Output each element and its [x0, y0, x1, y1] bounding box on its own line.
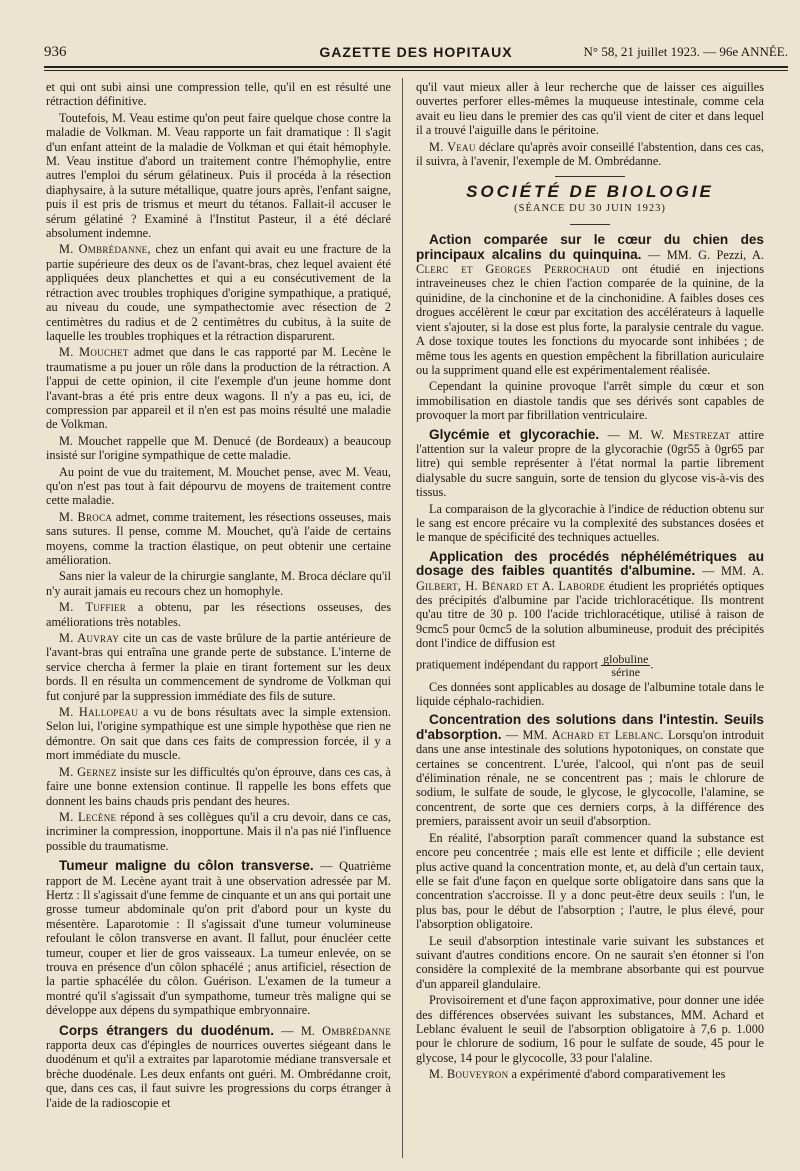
paragraph: [46, 631, 391, 703]
speaker-name: Achard et Leblanc.: [551, 727, 664, 742]
paragraph: La comparaison de la glycorachie à l'indice de réduction obtenu sur le sang est encore précaire vu la complexité des substances dosées et le manque de spécificité des techniques actuelles.: [416, 501, 764, 545]
speaker-name: M. Tuffier: [59, 600, 127, 615]
fraction-denominator: sérine: [611, 664, 641, 679]
section-title: SOCIÉTÉ DE BIOLOGIE: [466, 182, 714, 202]
article-heading: Tumeur maligne du côlon transverse.: [59, 858, 314, 874]
paragraph: [46, 705, 391, 763]
speaker-name: Ombrédanne: [322, 1023, 391, 1038]
paragraph-text: pratiquement indépendant du rapport: [416, 656, 599, 671]
paragraph-text: chez un enfant qui avait eu une fracture de la partie supérieure des deux os de l'avant-bras, chez lequel avaient été appliquées deux planchettes et qui a eu consécutivement de la rétraction avec troubles trophiques d'origine sympathique, a pratiqué, au niveau du coude, une sympathectomie avec résection de 2 centimètres du radius et de 2 centimètres du cubitus, à la suite de laquelle les troubles trophiques et la rétraction disparurent.: [46, 242, 391, 343]
speaker-name: M. Veau: [429, 139, 476, 154]
paragraph-text: — MM. A.: [695, 564, 764, 579]
paragraph-text: — MM.: [501, 727, 552, 742]
article-heading: Corps étrangers du duodénum.: [59, 1022, 274, 1038]
speaker-name: M. Mouchet: [59, 345, 129, 360]
paragraph-text: — M. W.: [599, 427, 673, 442]
paragraph-text: ont étudié en injections intraveineuses chez le chien l'action comparée de la quinine, de la quinidine, de la cinchonine et de la cinchonidine. A faibles doses ces drogues accélèrent le cœur par excitation des accélérateurs à laquelle vient s'ajouter, si la dose est plus forte, la paralysie centrale du vague. A dose toxique toutes les fonctions du myocarde sont inhibées ; de même tous les agents en question empêchent la fibrillation auriculaire ou la suppriment quand elle est expérimentalement réalisée.: [416, 262, 764, 377]
paragraph: [416, 1067, 764, 1081]
paragraph: Cependant la quinine provoque l'arrêt simple du cœur et son immobilisation en diastole tandis que ses dérivés sont capables de provoquer la mort par fibrillation ventriculaire.: [416, 379, 764, 423]
page-number: 936: [44, 44, 67, 60]
speaker-name: M. Ombrédanne,: [59, 242, 151, 257]
paragraph: [46, 765, 391, 808]
paragraph: M. Mouchet rappelle que M. Denucé (de Bordeaux) a beaucoup insisté sur l'origine sympathique de cette maladie.: [46, 433, 391, 463]
paragraph-text: a vu de bons résultats avec la simple extension. Selon lui, l'origine sympathique est une simple hypothèse que rien ne démontre. On sait que dans ces faits de compression forcée, il y a mort immédiate du muscle.: [46, 705, 391, 763]
speaker-name: Gilbert, H. Bénard et A. Laborde: [416, 578, 606, 593]
fraction: [601, 653, 650, 678]
paragraph-text: a obtenu, par les résections osseuses, des améliorations très notables.: [46, 600, 391, 629]
paragraph: [46, 600, 391, 629]
paragraph: En réalité, l'absorption paraît commencer quand la substance est encore peu concentrée ; mais elle est lente et difficile ; elle devient plus active quand la concentration monte, et, au delà d'un certain taux, elle se fait d'une façon en quelque sorte obligatoire dans sans que la concentration s'accroisse. Il y a donc peut-être deux seuils : l'un, le plus bas, pour le début de l'absorption ; l'autre, le plus élevé, pour l'absorption obligatoire.: [416, 830, 764, 932]
paragraph: Ces données sont applicables au dosage de l'albumine totale dans le liquide céphalo-rachidien.: [416, 679, 764, 709]
speaker-name: M. Lecène: [59, 809, 117, 824]
fraction-numerator: globuline: [603, 651, 649, 666]
paragraph-text: étudient les propriétés optiques des précipités d'albumine par l'acide trichloracétique. Ils montrent qu'au titre de 30 p. 100 l'acide trichloracétique, utilisé à raison de 9cmc5 pour 0cmc5 de la solution albumineuse, produit des précipités dont l'indice de diffusion est: [416, 578, 764, 651]
right-column: [416, 80, 764, 1084]
article-heading: Action comparée sur le cœur du chien des principaux alcalins du quinquina.: [416, 232, 764, 262]
paragraph: et qui ont subi ainsi une compression telle, qu'il en est résulté une rétraction définitive.: [46, 80, 391, 109]
paragraph: [46, 345, 391, 431]
paragraph-text: cite un cas de vaste brûlure de la partie antérieure de l'avant-bras qui entraîna une grande perte de substance. L'interne de service chercha à fermer la plaie en tirant fortement sur les deux bords. Il en résulta un commencement de syndrome de Volkman qui fut conjuré par la suppression immédiate des fils de suture.: [46, 631, 391, 703]
paragraph-text: admet, comme traitement, les résections osseuses, mais sans sutures. Il pense, comme M. Mouchet, qu'à l'aide de certains moyens, comme la traction élastique, on peut obtenir une certaine amélioration.: [46, 509, 391, 567]
header-rule-thin: [44, 70, 788, 71]
speaker-name: M. Hallopeau: [59, 705, 138, 720]
paragraph: [416, 550, 764, 651]
paragraph-text: répond à ses collègues qu'il a cru devoir, dans ce cas, incriminer la compression, inopportune. Mais il n'a pas nié l'influence possible du traumatisme.: [46, 809, 391, 853]
paragraph: qu'il vaut mieux aller à leur recherche que de laisser ces aiguilles ouvertes perforer elles-mêmes la muqueuse intestinale, comme cela avait eu lieu dans le premier des cas qu'il vient de citer et dans lequel il a trouvé l'aiguille dans le péritoine.: [416, 80, 764, 138]
section-divider: [555, 176, 625, 177]
speaker-name: M. Bouveyron: [429, 1067, 509, 1082]
column-separator: [402, 78, 403, 1158]
paragraph: [416, 428, 764, 500]
paragraph-text: a expérimenté d'abord comparativement les: [508, 1067, 726, 1082]
speaker-name: M. Broca: [59, 509, 113, 524]
paragraph: [46, 1024, 391, 1110]
paragraph-text: attire l'attention sur la valeur propre de la glycorachie (0gr55 à 0gr65 par litre) qui semble représenter à l'état normal la partie librement dialysable du sucre sanguin, sorte de tension du glycose vis-à-vis des tissus.: [416, 427, 764, 500]
left-column: [46, 80, 391, 1112]
speaker-name: M. Gernez: [59, 764, 117, 779]
paragraph: Provisoirement et d'une façon approximative, pour donner une idée des différences observées suivant les substances, MM. Achard et Leblanc évaluent le seuil de l'absorption obligatoire à 7,6 p. 1.000 pour le chlorure de sodium, 16 pour le sulfate de soude, 45 pour le glycose, 14 pour le glycocolle, 33 pour l'alaline.: [416, 993, 764, 1065]
paragraph-text: Lorsqu'on introduit dans une anse intestinale des solutions hypotoniques, on constate que certaines se concentrent. L'urée, l'alcool, qui n'ont pas de seuil d'élimination rénale, ne se concentrent pas ; mais le chlorure de sodium, le sulfate de soude, le glycose, le glycocolle, l'alamine, se concentrent, de sorte que ces derniers corps, à la différence des premiers, paraissent avoir un seuil d'absorption.: [416, 727, 765, 829]
paragraph: Au point de vue du traitement, M. Mouchet pense, avec M. Veau, qu'on n'est pas tout à fait dépourvu de moyens de traitement contre cette maladie.: [46, 464, 391, 508]
paragraph: [46, 810, 391, 853]
paragraph-text: — MM. G. Pezzi, A.: [641, 247, 765, 262]
journal-title: GAZETTE DES HOPITAUX: [319, 44, 513, 60]
paragraph-text: déclare qu'après avoir conseillé l'abstention, dans ces cas, il suivra, à l'avenir, l'exemple de M. Ombrédanne.: [416, 139, 764, 169]
issue-info: N° 58, 21 juillet 1923. — 96e ANNÉE.: [583, 44, 788, 59]
paragraph: [46, 510, 391, 568]
paragraph: [46, 242, 391, 343]
paragraph: Toutefois, M. Veau estime qu'on peut faire quelque chose contre la maladie de Volkman. M. Veau rapporte un fait dramatique : Il s'agit d'un enfant atteint de la maladie de Volkman et qui était hémophyle. M. Veau institue d'abord un traitement contre l'hémophylie, entre autres l'emploi du sérum gélatineux. Puis il procéda à la résection diaphysaire, à la suture métallique, quatre jours après, l'enfant saigne, puis il est pris de trismus et meurt du tétanos. Fallait-il accuser le sérum gélatiné ? Examiné à l'Institut Pasteur, il a été déclaré absolument indemne.: [46, 110, 391, 241]
paragraph-text: insiste sur les difficultés qu'on éprouve, dans ces cas, à faire une bonne extension continue. Il rappelle les bons effets que donnent les bains chauds pris pendant des heures.: [46, 764, 392, 808]
paragraph-text: — Quatrième rapport de M. Lecène ayant trait à une observation adressée par M. Hertz : Il s'agissait d'une femme de cinquante et un ans qui portait une grosse tumeur abdominale qu'on prit d'abord pour un kyste du mésentère. Laparotomie : Il s'agissait d'une tumeur volumineuse refoulant le côlon transverse en avant. Il fallut, pour énucléer cette tumeur, couper et lier de gros vaisseaux. La tumeur enlevée, on se trouva en présence d'un côlon sphacélé ; anus artificiel, résection de la partie sphacélée du côlon. Guérison. L'examen de la tumeur a montré qu'il s'agissait d'un sympathome, tumeur très maligne qui se développe aux dépens du sympathique embryonnaire.: [46, 859, 392, 1018]
paragraph: [416, 140, 764, 169]
paragraph: [46, 859, 391, 1017]
article-heading: Glycémie et glycorachie.: [429, 426, 600, 442]
paragraph: Sans nier la valeur de la chirurgie sanglante, M. Broca déclare qu'il n'y aurait jamais eu recours chez un homophyle.: [46, 569, 391, 598]
speaker-name: Mestrezat: [672, 427, 731, 442]
speaker-name: Clerc et Georges Perrochaud: [416, 262, 610, 277]
header-rule-thick: [44, 66, 788, 68]
paragraph: Le seuil d'absorption intestinale varie suivant les substances et suivant d'autres conditions encore. On ne saurait s'en étonner si l'on considère la complexité de la membrane absorbante qui est pourvue d'un appareil glandulaire.: [416, 933, 764, 991]
section-divider: [570, 224, 610, 225]
paragraph-text: admet que dans le cas rapporté par M. Lecène le traumatisme a pu jouer un rôle dans la production de la rétraction. A l'appui de cette opinion, il cite l'exemple d'un jeune homme dont l'avant-bras a été pris entre deux wagons. Il n'y a pas eu, ici, de compression par appareil et il n'en est pas moins résulté une maladie de Volkman.: [46, 345, 392, 432]
paragraph-text: — M.: [274, 1023, 323, 1038]
paragraph: pratiquement indépendant du rapport $\frac{\text{globuline}}{\text{sérine}}$ .: [416, 651, 654, 679]
paragraph-text: rapporta deux cas d'épingles de nourrices ouvertes siégeant dans le duodénum et qu'il a extraites par laparotomie médiane transversale et brèche duodénale. Les deux enfants ont guéri. M. Ombrédanne croit, que, dans ces cas, il faut suivre les progressions du corps étranger à l'aide de la radioscopie et: [46, 1038, 391, 1110]
speaker-name: M. Auvray: [59, 631, 120, 646]
section-subtitle: (SÉANCE DU 30 JUIN 1923): [514, 202, 666, 214]
article-heading: Application des procédés néphélémétriques au dosage des faibles quantités d'albumine.: [416, 548, 764, 579]
article-heading: Concentration des solutions dans l'intestin. Seuils d'absorption.: [416, 712, 764, 742]
page-header: [44, 40, 788, 64]
paragraph: [416, 233, 764, 377]
paragraph: [416, 713, 764, 828]
